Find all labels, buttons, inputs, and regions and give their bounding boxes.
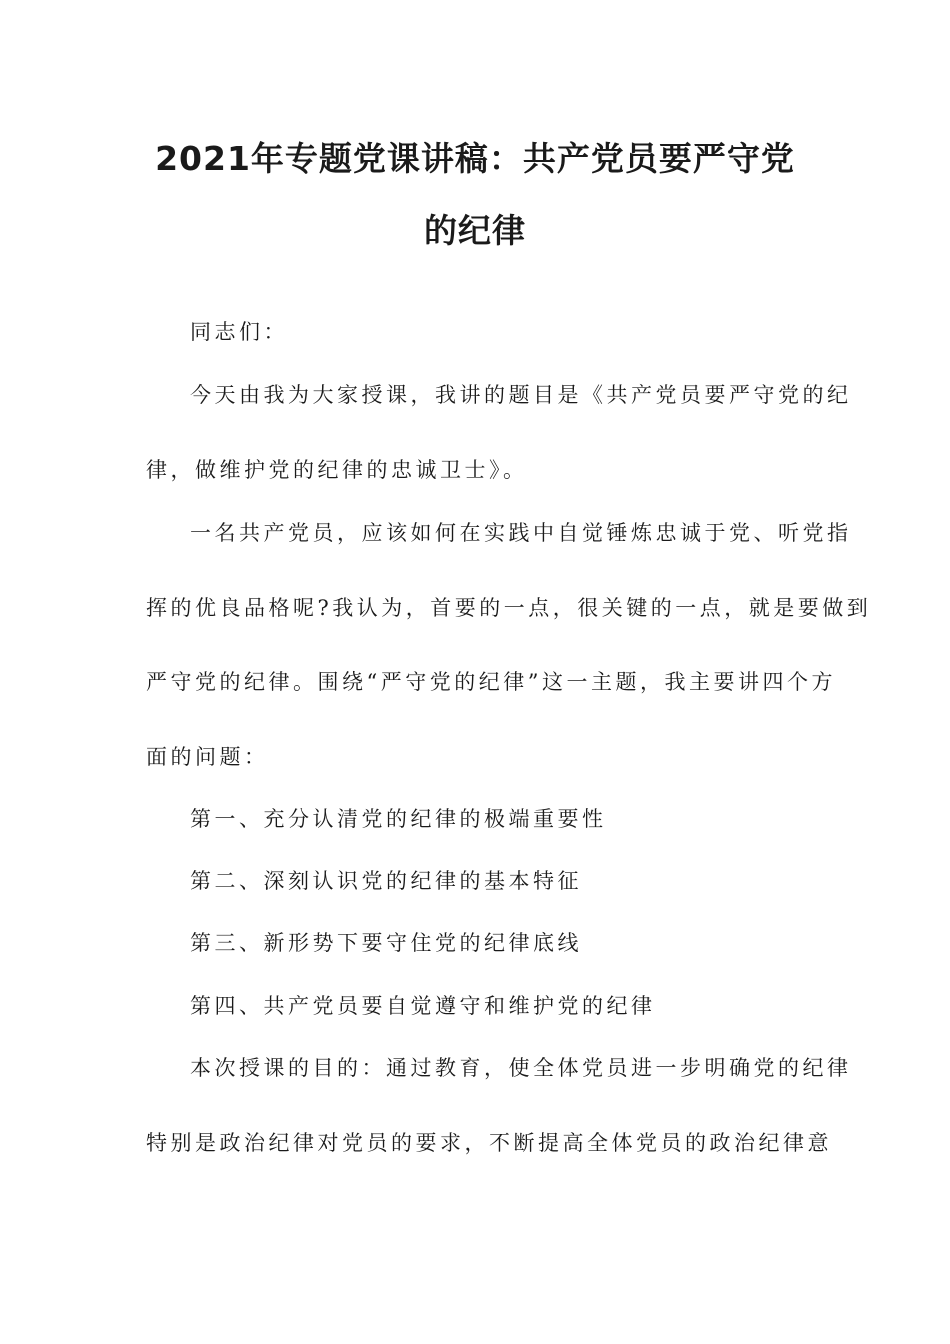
paragraph-line: 律，做维护党的纪律的忠诚卫士》。 xyxy=(146,458,528,482)
paragraph-line: 特别是政治纪律对党员的要求，不断提高全体党员的政治纪律意 xyxy=(146,1131,832,1155)
salutation: 同志们： xyxy=(190,320,288,344)
list-item: 第三、新形势下要守住党的纪律底线 xyxy=(190,931,582,955)
list-item: 第四、共产党员要自觉遵守和维护党的纪律 xyxy=(190,994,656,1018)
paragraph-line: 一名共产党员，应该如何在实践中自觉锤炼忠诚于党、听党指 xyxy=(190,521,852,545)
list-item: 第二、深刻认识党的纪律的基本特征 xyxy=(190,869,582,893)
paragraph-line: 挥的优良品格呢?我认为，首要的一点，很关键的一点，就是要做到 xyxy=(146,596,872,620)
paragraph-line: 严守党的纪律。围绕“严守党的纪律”这一主题，我主要讲四个方 xyxy=(146,670,836,694)
document-title-line-2: 的纪律 xyxy=(424,211,526,250)
document-title-line-1: 2021年专题党课讲稿：共产党员要严守党 xyxy=(155,139,795,178)
list-item: 第一、充分认清党的纪律的极端重要性 xyxy=(190,807,607,831)
paragraph-line: 今天由我为大家授课，我讲的题目是《共产党员要严守党的纪 xyxy=(190,383,852,407)
paragraph-line: 面的问题： xyxy=(146,745,269,769)
paragraph-line: 本次授课的目的：通过教育，使全体党员进一步明确党的纪律 xyxy=(190,1056,852,1080)
